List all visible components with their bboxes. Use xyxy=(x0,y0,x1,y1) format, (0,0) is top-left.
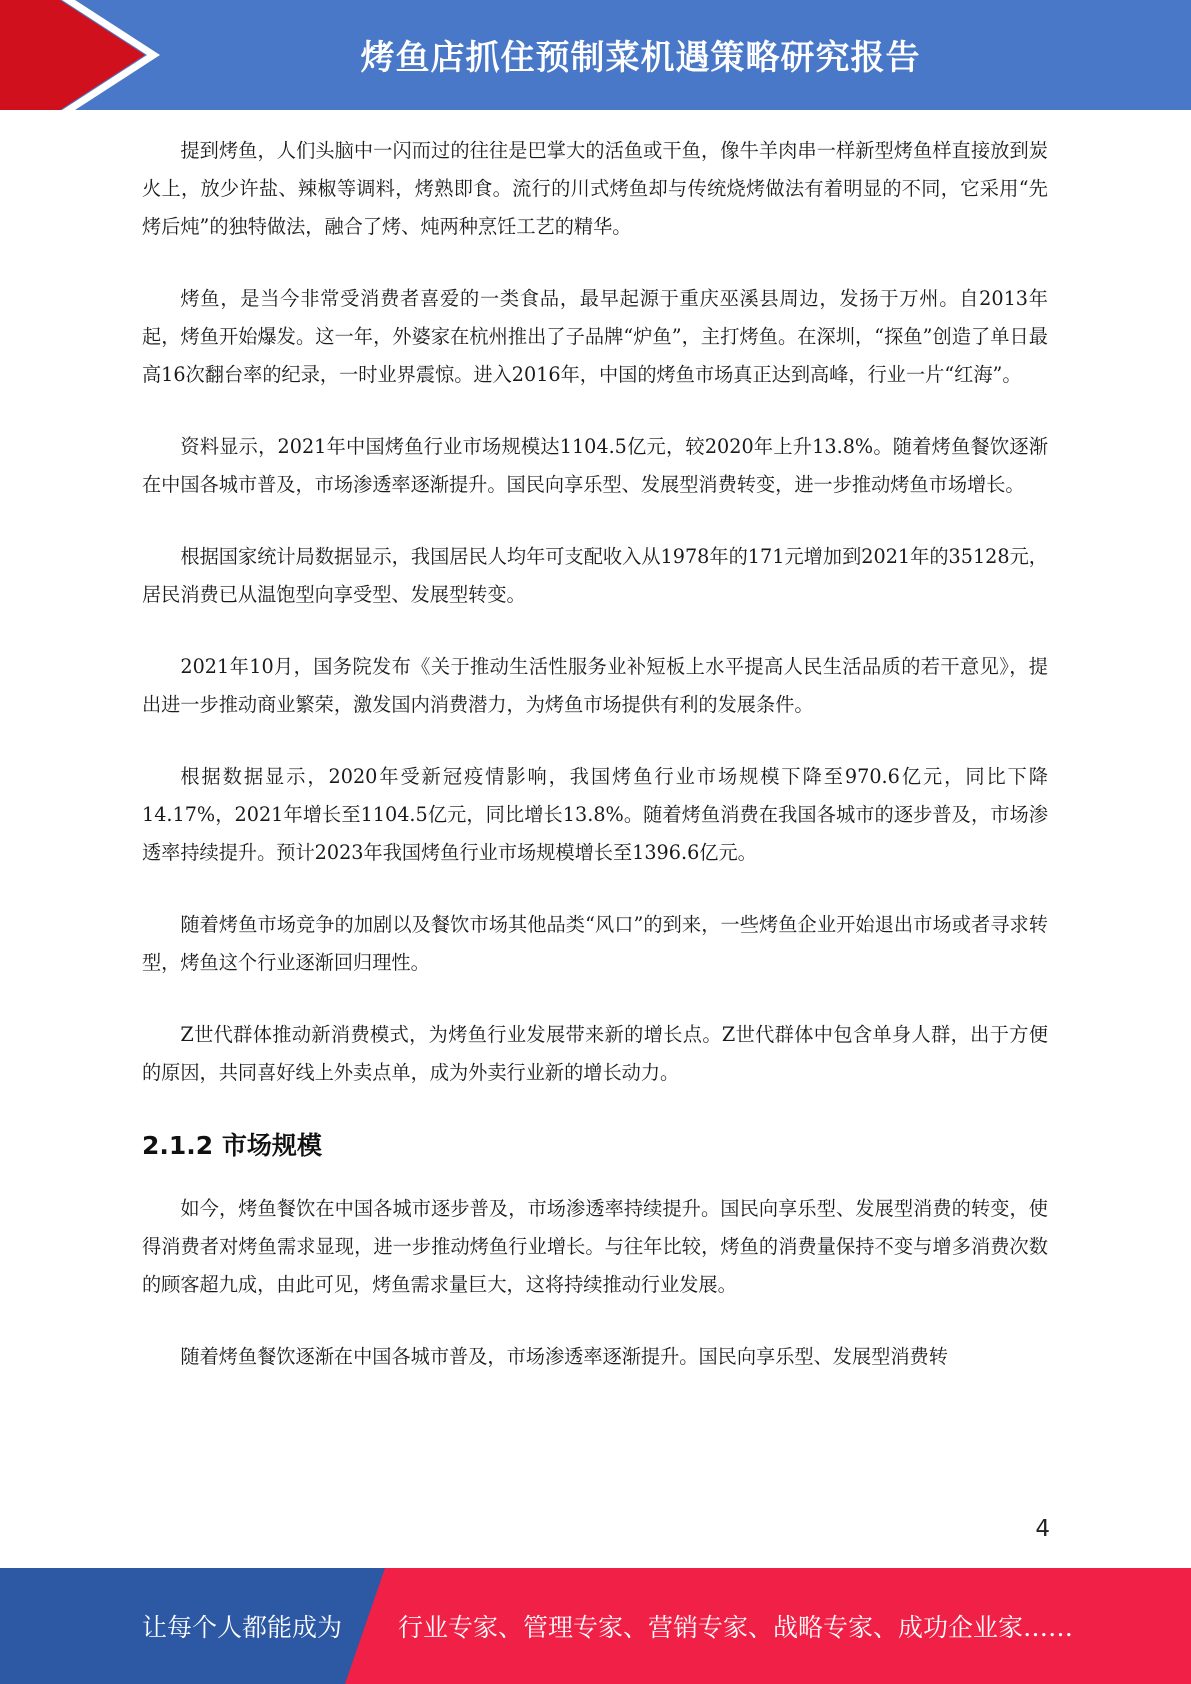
paragraph: 根据数据显示，2020年受新冠疫情影响，我国烤鱼行业市场规模下降至970.6亿元，同比下降14.17%，2021年增长至1104.5亿元，同比增长13.8%。随着烤鱼消费在我国各城市的逐步普及，市场渗透率持续提升。预计2023年我国烤鱼行业市场规模增长至1396.6亿元。 xyxy=(142,765,1048,864)
paragraph: 根据国家统计局数据显示，我国居民人均年可支配收入从1978年的171元增加到2021年的35128元，居民消费已从温饱型向享受型、发展型转变。 xyxy=(142,545,1048,606)
paragraph: 随着烤鱼餐饮逐渐在中国各城市普及，市场渗透率逐渐提升。国民向享乐型、发展型消费转 xyxy=(180,1345,948,1368)
paragraph: 2021年10月，国务院发布《关于推动生活性服务业补短板上水平提高人民生活品质的若干意见》，提出进一步推动商业繁荣，激发国内消费潜力，为烤鱼市场提供有利的发展条件。 xyxy=(142,655,1048,716)
footer-slogan-left: 让每个人都能成为 xyxy=(142,1613,343,1642)
paragraph: 随着烤鱼市场竞争的加剧以及餐饮市场其他品类“风口”的到来，一些烤鱼企业开始退出市场或者寻求转型，烤鱼这个行业逐渐回归理性。 xyxy=(142,913,1048,974)
paragraph: 烤鱼，是当今非常受消费者喜爱的一类食品，最早起源于重庆巫溪县周边，发扬于万州。自2013年起，烤鱼开始爆发。这一年，外婆家在杭州推出了子品牌“炉鱼”，主打烤鱼。在深圳，“探鱼”创造了单日最高16次翻台率的纪录，一时业界震惊。进入2016年，中国的烤鱼市场真正达到高峰，行业一片“红海”。 xyxy=(142,287,1048,386)
paragraph: Z世代群体推动新消费模式，为烤鱼行业发展带来新的增长点。Z世代群体中包含单身人群，出于方便的原因，共同喜好线上外卖点单，成为外卖行业新的增长动力。 xyxy=(142,1023,1048,1084)
document-body xyxy=(142,132,1048,1410)
paragraph: 资料显示，2021年中国烤鱼行业市场规模达1104.5亿元，较2020年上升13.8%。随着烤鱼餐饮逐渐在中国各城市普及，市场渗透率逐渐提升。国民向享乐型、发展型消费转变，进一步推动烤鱼市场增长。 xyxy=(142,435,1048,496)
page-footer xyxy=(0,1568,1191,1684)
page-header xyxy=(0,0,1191,110)
footer-slogan-right: 行业专家、管理专家、营销专家、战略专家、成功企业家…… xyxy=(398,1613,1074,1642)
paragraph: 提到烤鱼，人们头脑中一闪而过的往往是巴掌大的活鱼或干鱼，像牛羊肉串一样新型烤鱼样直接放到炭火上，放少许盐、辣椒等调料，烤熟即食。流行的川式烤鱼却与传统烧烤做法有着明显的不同，它采用“先烤后炖”的独特做法，融合了烤、炖两种烹饪工艺的精华。 xyxy=(142,139,1048,238)
paragraph: 如今，烤鱼餐饮在中国各城市逐步普及，市场渗透率持续提升。国民向享乐型、发展型消费的转变，使得消费者对烤鱼需求显现，进一步推动烤鱼行业增长。与往年比较，烤鱼的消费量保持不变与增多消费次数的顾客超九成，由此可见，烤鱼需求量巨大，这将持续推动行业发展。 xyxy=(142,1197,1048,1296)
section-heading: 2.1.2 市场规模 xyxy=(142,1131,322,1160)
page-number: 4 xyxy=(1035,1516,1050,1542)
document-title: 烤鱼店抓住预制菜机遇策略研究报告 xyxy=(360,37,921,78)
